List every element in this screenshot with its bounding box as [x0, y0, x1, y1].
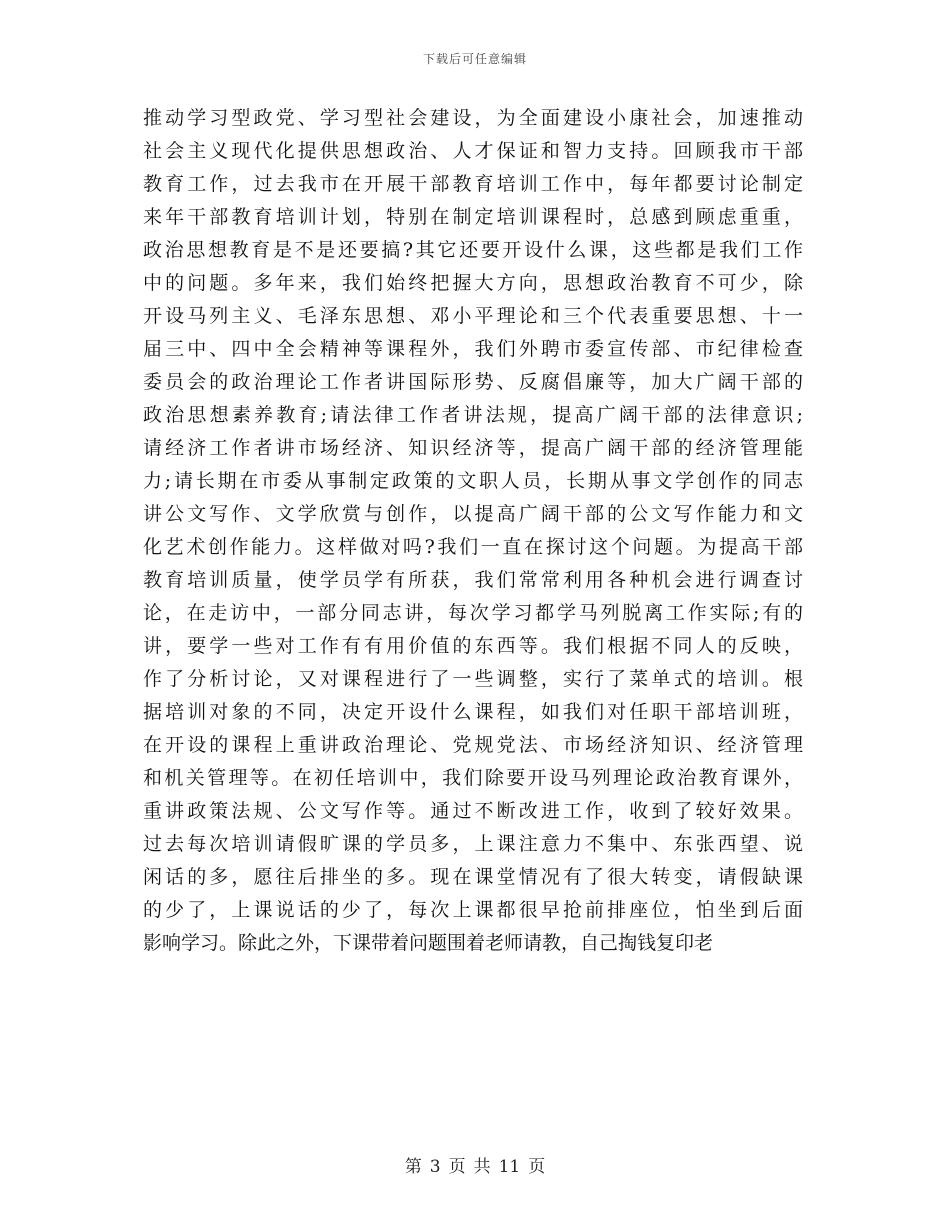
- page-label-mid: 页: [448, 1157, 466, 1177]
- text-line: 政治思想素养教育;请法律工作者讲法规，提高广阔干部的法律意识;: [143, 404, 803, 426]
- page-number: 3: [429, 1157, 441, 1177]
- text-line: 来年干部教育培训计划，特别在制定培训课程时，总感到顾虑重重，: [143, 206, 803, 228]
- text-line: 委员会的政治理论工作者讲国际形势、反腐倡廉等，加大广阔干部的: [143, 371, 803, 393]
- total-pages: 11: [498, 1157, 521, 1177]
- text-line: 力;请长期在市委从事制定政策的文职人员，长期从事文学创作的同志: [143, 470, 803, 492]
- text-line: 中的问题。多年来，我们始终把握大方向，思想政治教育不可少，除: [143, 272, 803, 294]
- text-line: 据培训对象的不同，决定开设什么课程，如我们对任职干部培训班，: [143, 701, 803, 723]
- text-line: 讲，要学一些对工作有有用价值的东西等。我们根据不同人的反映，: [143, 635, 803, 657]
- text-line: 教育工作，过去我市在开展干部教育培训工作中，每年都要讨论制定: [143, 173, 803, 195]
- total-label-suffix: 页: [528, 1157, 546, 1177]
- total-label-prefix: 共: [473, 1157, 491, 1177]
- text-line: 论，在走访中，一部分同志讲，每次学习都学马列脱离工作实际;有的: [143, 602, 803, 624]
- page-label-prefix: 第: [404, 1157, 422, 1177]
- text-line: 政治思想教育是不是还要搞?其它还要开设什么课，这些都是我们工作: [143, 239, 803, 261]
- text-line: 在开设的课程上重讲政治理论、党规党法、市场经济知识、经济管理: [143, 734, 803, 756]
- page-header: 下载后可任意编辑: [422, 52, 527, 66]
- text-line: 重讲政策法规、公文写作等。通过不断改进工作，收到了较好效果。: [143, 800, 803, 822]
- page-footer: [0, 1152, 950, 1177]
- text-line: 请经济工作者讲市场经济、知识经济等，提高广阔干部的经济管理能: [143, 437, 803, 459]
- text-line: 闲话的多，愿往后排坐的多。现在课堂情况有了很大转变，请假缺课: [143, 866, 803, 888]
- text-line: 推动学习型政党、学习型社会建设，为全面建设小康社会，加速推动: [143, 107, 803, 129]
- text-line: 讲公文写作、文学欣赏与创作，以提高广阔干部的公文写作能力和文: [143, 503, 803, 525]
- text-line: 和机关管理等。在初任培训中，我们除要开设马列理论政治教育课外，: [143, 767, 803, 789]
- text-line: 化艺术创作能力。这样做对吗?我们一直在探讨这个问题。为提高干部: [143, 536, 803, 558]
- text-line: 社会主义现代化提供思想政治、人才保证和智力支持。回顾我市干部: [143, 140, 803, 162]
- body-text: [143, 102, 803, 960]
- text-line: 开设马列主义、毛泽东思想、邓小平理论和三个代表重要思想、十一: [143, 305, 803, 327]
- text-line: 的少了，上课说话的少了，每次上课都很早抢前排座位，怕坐到后面: [143, 899, 803, 921]
- text-line: 教育培训质量，使学员学有所获，我们常常利用各种机会进行调查讨: [143, 569, 803, 591]
- text-line: 作了分析讨论，又对课程进行了一些调整，实行了菜单式的培训。根: [143, 668, 803, 690]
- text-line: 届三中、四中全会精神等课程外，我们外聘市委宣传部、市纪律检查: [143, 338, 803, 360]
- text-line: 影响学习。除此之外，下课带着问题围着老师请教，自己掏钱复印老: [143, 932, 714, 954]
- text-line: 过去每次培训请假旷课的学员多，上课注意力不集中、东张西望、说: [143, 833, 803, 855]
